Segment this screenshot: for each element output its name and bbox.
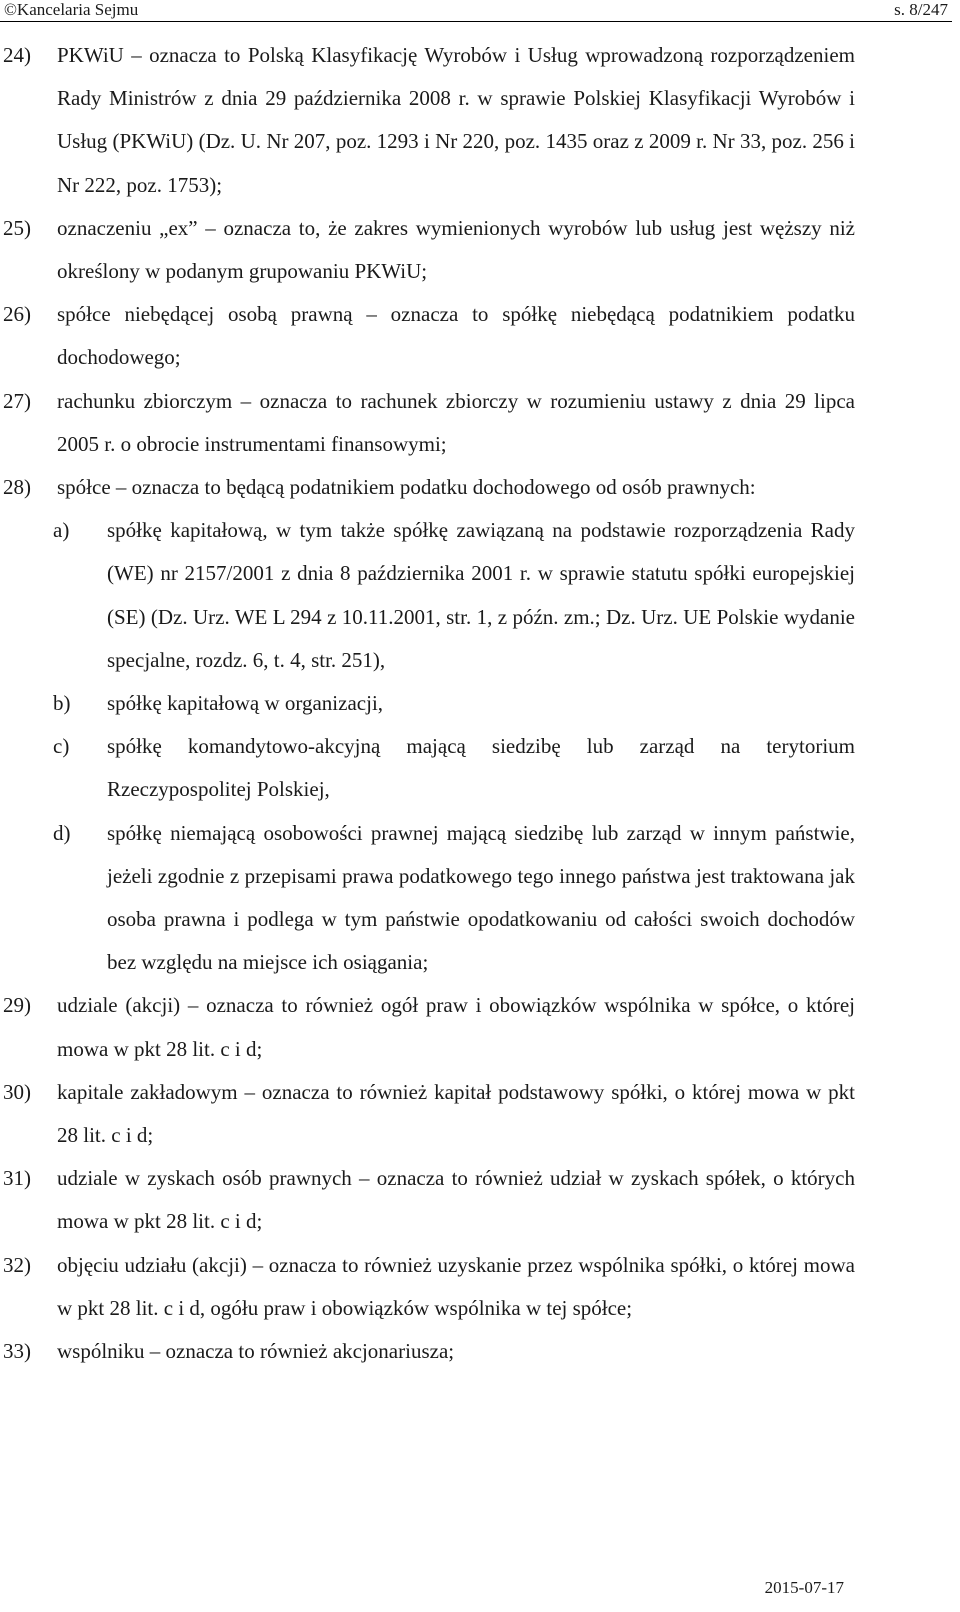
item-number: 29) [3, 993, 31, 1018]
list-item [3, 1244, 855, 1330]
page-header [0, 0, 960, 22]
list-item [3, 1330, 855, 1373]
item-text: udziale w zyskach osób prawnych – oznacza to również udział w zyskach spółek, o których mowa w pkt 28 lit. c i d; [57, 1166, 855, 1234]
page-number: s. 8/247 [894, 0, 948, 19]
item-text: objęciu udziału (akcji) – oznacza to również uzyskanie przez wspólnika spółki, o której mowa w pkt 28 lit. c i d, ogółu praw i obowiązków wspólnika w tej spółce; [57, 1252, 855, 1320]
sub-item-letter: b) [53, 691, 71, 716]
footer-date: 2015-07-17 [764, 1578, 844, 1597]
item-text: kapitale zakładowym – oznacza to również kapitał podstawowy spółki, o której mowa w pkt 28 lit. c i d; [57, 1079, 855, 1148]
item-text: PKWiU – oznacza to Polską Klasyfikację Wyrobów i Usług wprowadzoną rozporządzeniem Rady Ministrów z dnia 29 października 2008 r. w sprawie Polskiej Klasyfikacji Wyrobów i Usług (PKWiU) (Dz. U. Nr 207, poz. 1293 i Nr 220, poz. 1435 oraz z 2009 r. Nr 33, poz. 256 i Nr 222, poz. 1753); [57, 43, 855, 197]
sub-item-text: spółkę kapitałową w organizacji, [107, 691, 384, 716]
sub-list-item [3, 812, 855, 985]
sub-list-item [3, 509, 855, 682]
item-text: spółce – oznacza to będącą podatnikiem podatku dochodowego od osób prawnych: [57, 475, 756, 500]
list-item [3, 984, 855, 1070]
sub-list-item [3, 682, 855, 725]
item-number: 27) [3, 388, 31, 413]
item-number: 32) [3, 1252, 31, 1277]
list-item [3, 1157, 855, 1243]
item-text: rachunku zbiorczym – oznacza to rachunek zbiorczy w rozumieniu ustawy z dnia 29 lipca 2005 r. o obrocie instrumentami finansowymi; [57, 388, 855, 456]
item-number: 28) [3, 475, 31, 500]
list-item [3, 466, 855, 509]
item-number: 24) [3, 43, 31, 67]
sub-item-letter: a) [53, 518, 70, 543]
sub-item-text: spółkę kapitałową, w tym także spółkę zawiązaną na podstawie rozporządzenia Rady (WE) nr 2157/2001 z dnia 8 października 2001 r. w sprawie statutu spółki europejskiej (SE) (Dz. Urz. WE L 294 z 10.11.2001, str. 1, z późn. zm.; Dz. Urz. UE Polskie wydanie specjalne, rozdz. 6, t. 4, str. 251), [107, 518, 855, 672]
item-text: udziale (akcji) – oznacza to również ogół praw i obowiązków wspólnika w spółce, o której mowa w pkt 28 lit. c i d; [57, 993, 855, 1061]
list-item [3, 293, 855, 379]
sub-item-text: spółkę komandytowo-akcyjną mającą siedzibę lub zarząd na terytorium Rzeczypospolitej Polskiej, [107, 734, 855, 802]
sub-item-text: spółkę niemającą osobowości prawnej mającą siedzibę lub zarząd w innym państwie, jeżeli zgodnie z przepisami prawa podatkowego tego innego państwa jest traktowana jak osoba prawna i podlega w tym państwie opodatkowaniu od całości swoich dochodów bez względu na miejsce ich osiągania; [107, 820, 855, 975]
item-number: 25) [3, 215, 31, 240]
item-number: 33) [3, 1339, 31, 1364]
sub-item-letter: c) [53, 734, 70, 759]
item-number: 31) [3, 1166, 31, 1191]
item-text: spółce niebędącej osobą prawną – oznacza to spółkę niebędącą podatnikiem podatku dochodowego; [57, 302, 855, 370]
item-number: 30) [3, 1079, 31, 1104]
item-text: oznaczeniu „ex” – oznacza to, że zakres wymienionych wyrobów lub usług jest węższy niż określony w podanym grupowaniu PKWiU; [57, 215, 855, 284]
copyright-source: ©Kancelaria Sejmu [4, 0, 139, 19]
list-item [3, 1071, 855, 1157]
header-divider [0, 21, 952, 22]
document-body [0, 34, 960, 1373]
list-item [3, 380, 855, 466]
list-item [3, 207, 855, 293]
item-number: 26) [3, 302, 31, 327]
item-text: wspólniku – oznacza to również akcjonariusza; [57, 1339, 455, 1364]
sub-list-item [3, 725, 855, 811]
list-item [3, 34, 855, 207]
sub-item-letter: d) [53, 820, 71, 845]
